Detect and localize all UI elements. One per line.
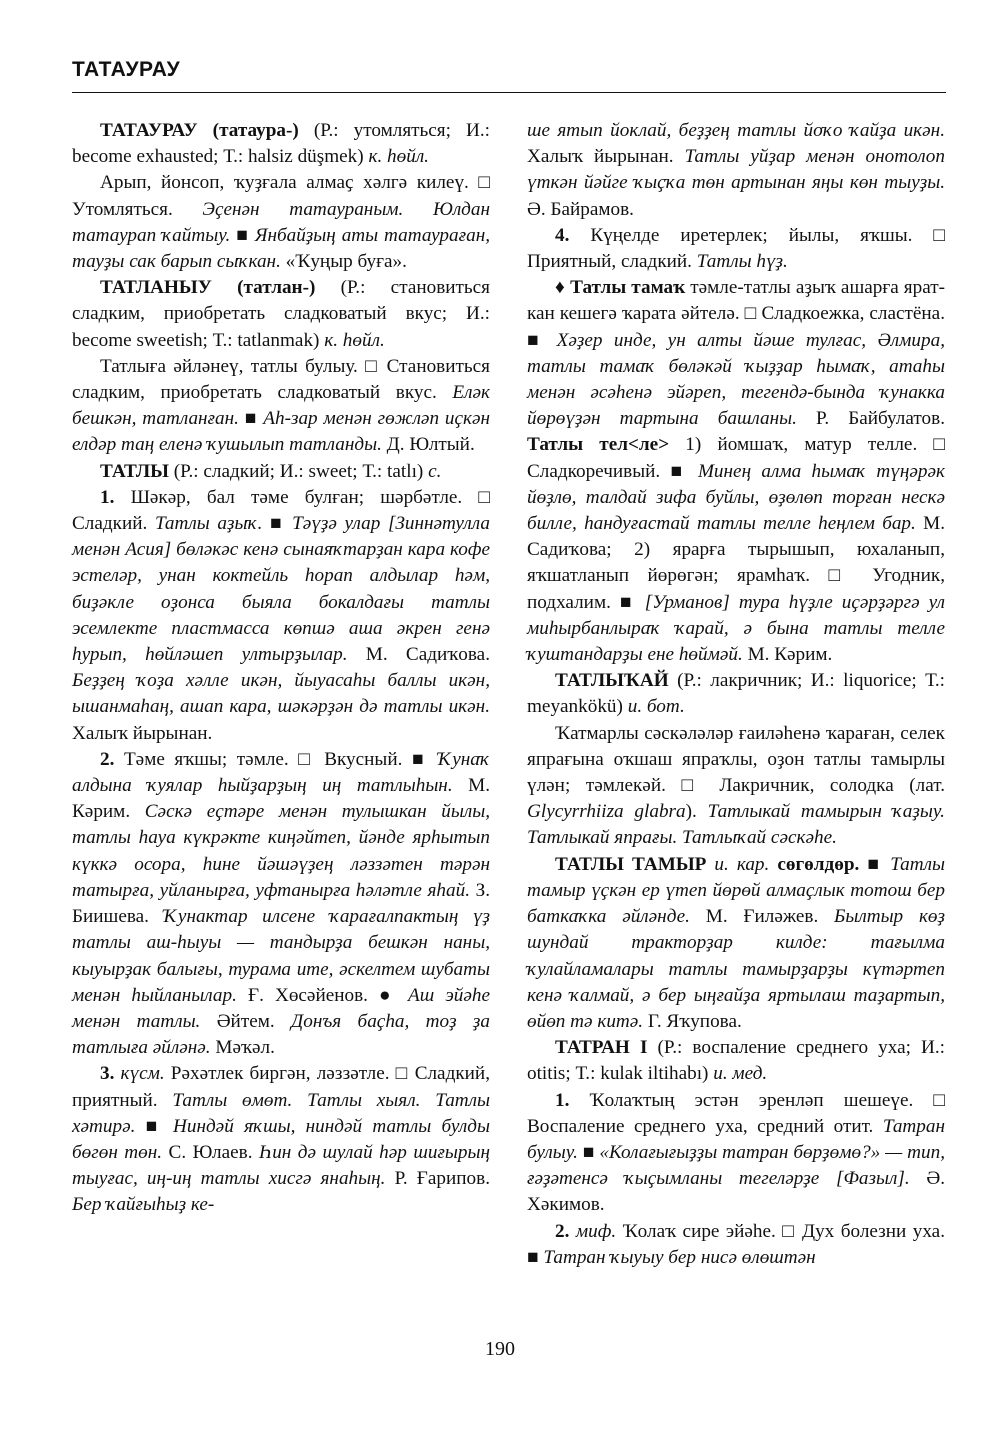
entry-text: ). (685, 801, 708, 823)
entry-text: М. Садиҡова. (347, 644, 490, 666)
entry-text: Халыҡ йырынан. (72, 722, 213, 744)
entry-text: Арып, йонсоп, ҡуҙғала алмаҫ хәлгә килеү. □ Утомляться. (72, 172, 490, 220)
entry-text: Күңелде иретерлек; йылы, яҡшы. □ Приятный, сладкий. (527, 224, 945, 273)
entry-text: ■ (230, 224, 255, 246)
example-text: Донъя баҫһа, тоҙ ҙа татлыға әйләнә. (72, 1010, 490, 1059)
left-column (72, 118, 490, 1219)
entry-text: Ә. Байрамов. (527, 198, 634, 220)
dictionary-paragraph (527, 1035, 945, 1087)
entry-text: Р. Байбулатов. (796, 408, 945, 430)
entry-text: 1) йомшаҡ, матур телле. □ Сладкоречивый. ■ (527, 434, 945, 482)
example-text: Еләк бешкән, татланған. (72, 382, 490, 430)
dictionary-paragraph (72, 354, 490, 459)
example-text: Хәҙер инде, ун алты йәше тулғас, Әлмира, татлы тамаҡ бөләкәй ҡыҙҙар һымаҡ, атаһы менән әсәһенә эйәреп, тегендә-бында ҡунакка йөрөүҙән тартына башланы. (527, 329, 945, 430)
dictionary-paragraph (527, 668, 945, 720)
example-text: Тәүҙә улар [Зиннәтулла менән Асия] бөләкәс кенә сынаяҡтарҙан кара кофе эстеләр, унан коктейль һорап алдылар һәм, биҙәкле оҙонса быяла бокалдағы татлы эсемлекте пластмасса көпшә аша әкрен генә һурып, һөйләшеп ултырҙылар. (72, 513, 490, 666)
example-text: Ҡунаҡ алдына ҡуялар һыйҙарҙың иң татлыһын. (72, 748, 490, 797)
entry-text: Ҡолаҡтың эстән эренләп шешеүе. □ Воспаление среднего уха, средний отит. (527, 1089, 945, 1137)
entry-text: (Р.: утомляться; И.: become exhausted; Т.: halsiz düşmek) (72, 120, 491, 168)
dictionary-paragraph (72, 747, 490, 1061)
entry-text: М. Ғиләжев. (689, 906, 835, 928)
headword-text: 1. (555, 1089, 570, 1111)
example-text: Ниндәй яҡшы, ниндәй татлы булды бөгөн төн. (72, 1115, 490, 1163)
example-text: Татлы һүҙ. (696, 251, 788, 273)
dictionary-paragraph (72, 118, 490, 170)
example-text: Минең алма һымаҡ түңәрәк йөҙлө, талдай зифа буйлы, өҙөлөп торған нескә билле, һандуғастай татлы телле һеңлем бар. (527, 460, 945, 535)
example-text: Татлы аҙыҡ. (154, 513, 263, 535)
dictionary-paragraph (527, 223, 945, 275)
entry-text: С. Юлаев. (162, 1141, 259, 1163)
entry-text: Шәкәр, бал тәме булған; шәрбәтле. □ Сладкий. (72, 486, 490, 535)
entry-text: Д. Юлтый. (381, 434, 475, 456)
entry-text: Тәме яҡшы; тәмле. □ Вкусный. ■ (114, 748, 438, 770)
entry-text: Татлыға әйләнеү, татлы булыу. □ Становиться сладким, приобретать сладковатый вкус. (72, 355, 490, 404)
example-text: Татран булыу. (527, 1115, 945, 1163)
dictionary-paragraph (527, 275, 945, 668)
running-header-title: ТАТАУРАУ (72, 58, 181, 81)
entry-text: ■ (135, 1115, 173, 1137)
example-text: Эҫенән татаураным. Юлдан татаурап ҡайтыу. (72, 198, 490, 246)
headword-text: ТАТЛЫҠАЙ (555, 670, 678, 692)
example-text: Сәскә еҫтәре менән тулышкан йылы, татлы һауа күкрәкте киңәйтеп, йәнде ярһытып күккә осора, һине йәшәүҙең ләззәтен тәрән татырға, уйланырға, уфтанырға һәләтле яһай. (72, 801, 490, 901)
running-header (72, 58, 946, 93)
example-text: Ҡунактар илсене ҡарағалпактың үҙ татлы аш-һыуы — тандырҙа бешкән наны, кыуырҙак балығы, турама ите, әскелтем шубаты менән һыйланылар. (72, 906, 490, 1006)
example-text: [Урманов] тура һүҙле иҫәрҙәргә ул миһырбанлыраҡ ҡарай, ә бына татлы телле ҡуштандарҙы ене һөймәй. (527, 591, 945, 666)
example-text: Янбайҙың аты татаураған, тауҙы сак барып сыҡкан. (72, 224, 491, 273)
headword-text: ТАТЛЫ ТАМЫР (555, 853, 715, 875)
headword-text: ТАТЛЫ (100, 460, 174, 482)
entry-text: М. Кәрим. (742, 644, 833, 666)
example-text: Аһ-зар менән гөжләп иҫкән елдәр таң еленә ҡушылып татланды. (72, 408, 491, 456)
entry-text: М. Кәрим. (72, 775, 490, 823)
entry-text: Ғ. Хөсәйенов. ● (236, 984, 409, 1006)
entry-text: Халыҡ йырынан. (527, 146, 685, 168)
dictionary-paragraph (527, 118, 945, 223)
example-text: Бер ҡайғыһыҙ ке- (72, 1194, 215, 1216)
dictionary-paragraph (72, 1061, 490, 1218)
entry-text: Г. Яҡупова. (643, 1010, 742, 1032)
dictionary-paragraph (527, 1088, 945, 1219)
entry-text: Мәҡәл. (210, 1037, 275, 1059)
example-text: и. мед. (713, 1063, 768, 1085)
dictionary-paragraph (72, 485, 490, 747)
example-text: ше ятып йоклай, беҙҙең татлы йоҡо ҡайҙа икән. (527, 120, 945, 141)
headword-text: 2. (100, 748, 115, 770)
page-number: 190 (485, 1338, 515, 1360)
entry-text: Ҡолаҡ сире эйәһе. □ Дух болезни уха. ■ (527, 1220, 945, 1268)
dictionary-paragraph (72, 459, 490, 485)
example-text: к. һөйл. (368, 146, 429, 168)
entry-text: М. Садиҡова; 2) ярарға тырышып, юхаланып, яҡшатланып йөрөгән; ярамһаҡ. □ Угодник, подхалим. ■ (527, 513, 946, 613)
example-text: Татлыкай тамырын ҡаҙыу. Татлыкай япрағы. Татлыҡай сәскәһе. (527, 801, 945, 849)
headword-text: ♦ Татлы тамаҡ (555, 277, 691, 299)
entry-text: (Р.: сладкий; И.: sweet; Т.: tatlı) (173, 460, 429, 482)
headword-text: сөгөлдөр. (777, 853, 860, 875)
headword-text: Татлы тел<ле> (527, 434, 670, 456)
entry-text: (Р.: воспаление среднего уха; И.: otitis; Т.: kulak iltihabı) (527, 1037, 946, 1085)
entry-text: ■ (577, 1141, 600, 1163)
entry-text: Әйтем. (200, 1010, 292, 1032)
example-text: Татлы уйҙар менән онотолоп үткән йәйге ҡыҫҡа төн артынан яңы көн тыуҙы. (527, 146, 945, 194)
example-text: Аш эйәһе менән татлы. (72, 984, 491, 1032)
entry-text: (Р.: становиться сладким, приобретать сладковатый вкус; И.: become sweetish; Т.: tatlanmak) (72, 277, 490, 351)
example-text: Glycyrrhiiza glabra (527, 801, 686, 823)
headword-text: 2. (555, 1220, 570, 1242)
example-text: миф. (575, 1220, 617, 1242)
headword-text: ТАТАУРАУ (татаура-) (100, 120, 314, 141)
headword-text: ТАТРАН I (555, 1037, 658, 1059)
entry-text: Ә. Хәкимов. (527, 1168, 946, 1216)
headword-text: ТАТЛАНЫУ (татлан-) (100, 277, 341, 299)
example-text: и. бот. (627, 696, 685, 718)
example-text: к. һөйл. (324, 329, 385, 351)
entry-text: З. Биишева. (72, 879, 490, 928)
headword-text: 3. (100, 1063, 115, 1085)
right-column (527, 118, 945, 1271)
example-text: и. кар. (714, 853, 770, 875)
example-text: «Колағығыҙҙы татран бөрҙөмө?» — тип, ғәҙәтенсә ҡыҫымланы тегеләрҙе [Фазыл]. (527, 1141, 945, 1190)
example-text: күсм. (120, 1063, 165, 1085)
entry-text: Ҡатмарлы сәскәләләр ғаиләһенә ҡараған, селек япрағына оҡшаш япраҡлы, оҙон татлы тамырлы үлән; тәмлекәй. □ Лакричник, солодка (лат. (527, 722, 945, 797)
example-text: Татлы тамыр үҫкән ер үтеп йөрөй алмаҫлык тотош бер баткаҡка әйләнде. (527, 853, 945, 928)
entry-text: тәмле-татлы аҙыҡ ашарға яраткан кешегә ҡарата әйтелә. □ Сладкоежка, сластёна. ■ (527, 277, 945, 351)
dictionary-paragraph (527, 1219, 945, 1271)
entry-text: ■ (859, 853, 891, 875)
dictionary-paragraph (527, 721, 945, 852)
example-text: Һин дә шулай һәр шиғырың тыуғас, иң-иң татлы хисгә янаһың. (72, 1141, 491, 1190)
entry-text: (Р.: лакричник; И.: liquorice; Т.: meyankökü) (527, 670, 946, 718)
example-text: Былтыр көҙ шундай тракторҙар килде: тағылма ҡулайламалары татлы тамырҙарҙы күтәртеп кенә ҡалмай, ә бер ыңғайҙа яртылаш таҙартып, өйөп тә китә. (527, 906, 946, 1032)
dictionary-paragraph (72, 170, 490, 275)
example-text: Татран ҡыуыу бер нисә өлөштән (543, 1246, 816, 1268)
entry-text: ■ (238, 408, 264, 430)
entry-text: ■ (262, 513, 293, 535)
headword-text: 4. (555, 224, 570, 246)
example-text: Беҙҙең ҡоҙа хәлле икән, йыуасаһы баллы икән, ышанмаһаң, ашап кара, шәкәрҙән дә татлы икән. (72, 670, 490, 718)
entry-text: Р. Ғарипов. (385, 1168, 490, 1190)
entry-text: «Ҡуңыр буға». (280, 251, 407, 273)
entry-text: Рәхәтлек биргән, ләззәтле. □ Сладкий, приятный. (72, 1063, 490, 1111)
example-text: Татлы өмөт. Татлы хыял. Татлы хәтирә. (72, 1089, 490, 1137)
headword-text: 1. (100, 486, 115, 508)
dictionary-paragraph (527, 852, 945, 1035)
dictionary-paragraph (72, 275, 490, 354)
example-text: с. (428, 460, 442, 482)
